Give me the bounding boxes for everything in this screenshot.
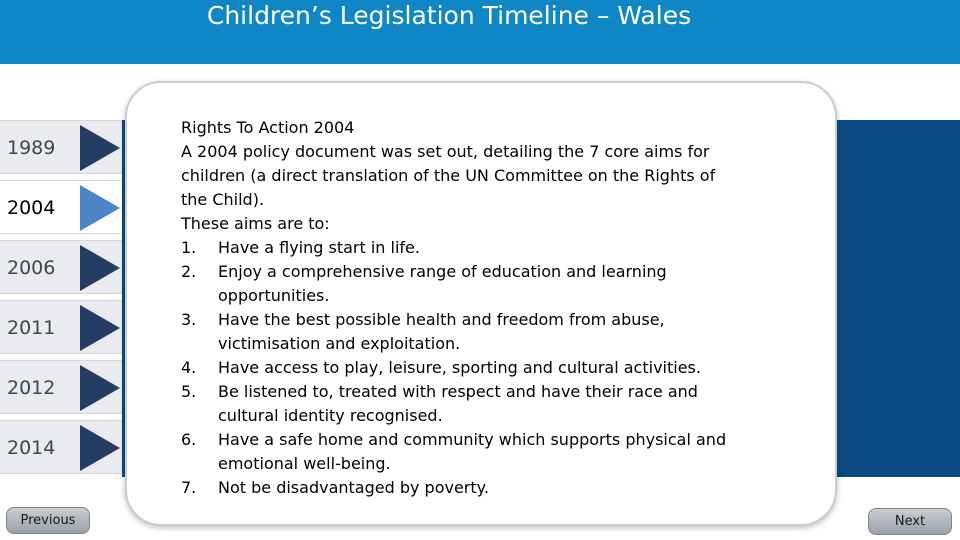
- aim-text: Have a flying start in life.: [218, 238, 420, 257]
- list-item: [181, 476, 741, 500]
- year-tab-2006[interactable]: [0, 240, 122, 294]
- content-intro: A 2004 policy document was set out, detailing the 7 core aims for children (a direct translation of the UN Committee on the Rights of the Child).: [181, 142, 716, 209]
- aim-number: 6.: [181, 430, 197, 449]
- year-tab-2012[interactable]: [0, 360, 122, 414]
- arrow-right-icon: [80, 185, 120, 231]
- year-label: 2012: [7, 377, 56, 399]
- aim-number: 7.: [181, 478, 197, 497]
- aim-number: 2.: [181, 262, 197, 281]
- arrow-right-icon: [80, 365, 120, 411]
- content-text: [181, 116, 741, 500]
- aim-text: Have access to play, leisure, sporting and cultural activities.: [218, 358, 701, 377]
- list-item: [181, 260, 741, 308]
- aim-text: Enjoy a comprehensive range of education and learning opportunities.: [218, 262, 667, 305]
- year-label: 1989: [7, 137, 56, 159]
- year-tab-2011[interactable]: [0, 300, 122, 354]
- previous-button[interactable]: Previous: [6, 507, 90, 534]
- aims-intro: These aims are to:: [181, 214, 330, 233]
- aim-text: Not be disadvantaged by poverty.: [218, 478, 489, 497]
- page-title: Children’s Legislation Timeline – Wales: [206, 1, 692, 30]
- aim-number: 5.: [181, 382, 197, 401]
- list-item: [181, 428, 741, 476]
- aim-number: 4.: [181, 358, 197, 377]
- year-tab-1989[interactable]: [0, 120, 122, 174]
- arrow-right-icon: [80, 125, 120, 171]
- list-item: [181, 356, 741, 380]
- arrow-right-icon: [80, 245, 120, 291]
- list-item: [181, 380, 741, 428]
- year-tab-2004[interactable]: [0, 180, 122, 234]
- arrow-right-icon: [80, 425, 120, 471]
- list-item: [181, 308, 741, 356]
- aims-list: [181, 236, 741, 500]
- year-label: 2006: [7, 257, 56, 279]
- year-label: 2004: [7, 197, 56, 219]
- year-label: 2014: [7, 437, 56, 459]
- header-bar: [0, 0, 960, 64]
- content-heading: Rights To Action 2004: [181, 118, 355, 137]
- next-button[interactable]: Next: [868, 508, 952, 535]
- aim-text: Have a safe home and community which supports physical and emotional well-being.: [218, 430, 727, 473]
- list-item: [181, 236, 741, 260]
- year-tab-2014[interactable]: [0, 420, 122, 474]
- aim-text: Be listened to, treated with respect and have their race and cultural identity recognised.: [218, 382, 698, 425]
- aim-number: 3.: [181, 310, 197, 329]
- aim-text: Have the best possible health and freedom from abuse, victimisation and exploitation.: [218, 310, 665, 353]
- arrow-right-icon: [80, 305, 120, 351]
- year-label: 2011: [7, 317, 56, 339]
- aim-number: 1.: [181, 238, 197, 257]
